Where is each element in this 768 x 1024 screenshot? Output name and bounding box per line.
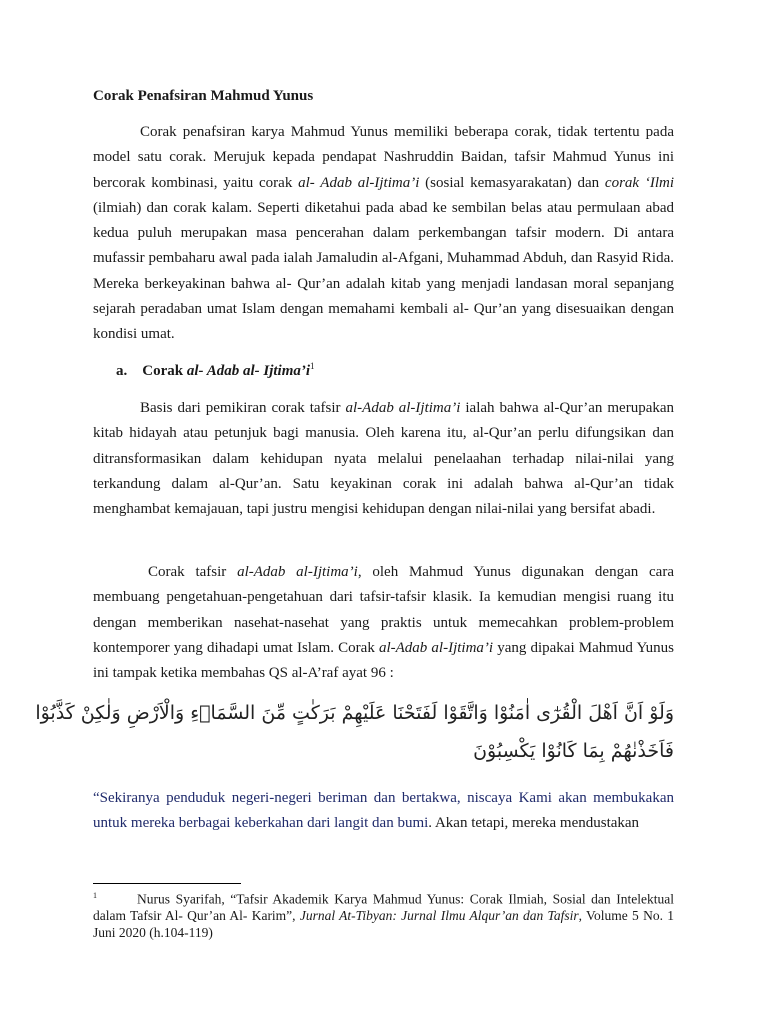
subheading-word: Corak — [142, 363, 184, 379]
paragraph-text: (sosial kemasyarakatan) dan — [419, 174, 605, 191]
italic-term: al-Adab al-Ijtima’i — [345, 400, 461, 416]
subsection-heading — [116, 361, 315, 380]
italic-term: al- Adab al-Ijtima’i — [298, 174, 420, 191]
paragraph-text: Corak penafsiran karya Mahmud Yunus memiliki beberapa corak, tidak tertentu pada model satu corak. Merujuk kepada pendapat Nashruddin Baidan, tafsir Mahmud Yunus ini bercorak kombinasi, yaitu corak — [93, 124, 674, 191]
italic-term: al-Adab al-Ijtima’i — [237, 564, 358, 580]
section-heading: Corak Penafsiran Mahmud Yunus — [93, 88, 314, 104]
subheading-italic: al- Adab al- Ijtima’i — [186, 363, 311, 379]
paragraph-text: (ilmiah) dan corak kalam. Seperti diketahui pada abad ke sembilan belas atau permulaan abad kedua puluh merupakan masa pencerahan dalam perkembangan tafsir modern. Di antara mufassir pembaharu awal pada ialah Jamaludin al-Afgani, Muhammad Abduh, dan Rasyid Rida. Mereka berkeyakinan bahwa al- Qur’an adalah kitab yang menjadi landasan moral sepanjang sejarah peradaban umat Islam dengan memahami kembali al- Qur’an yang disesuaikan dengan kondisi umat. — [93, 199, 674, 343]
footnote-number: 1 — [93, 891, 97, 900]
paragraph-text: Corak tafsir — [148, 564, 238, 580]
translation-quote — [93, 786, 674, 837]
list-marker: a. — [116, 363, 128, 379]
italic-term: corak ‘Ilmi — [604, 174, 675, 191]
footnote — [93, 888, 674, 941]
paragraph-basis — [93, 396, 674, 522]
italic-term: al-Adab al-Ijtima’i — [378, 639, 494, 656]
footnote-journal: Jurnal At-Tibyan: Jurnal Ilmu Alqur’an dan Tafsir — [299, 908, 579, 923]
footnote-text: , Volume 5 No. 1 Juni 2020 (h.104-119) — [93, 908, 674, 940]
footnote-divider — [93, 883, 241, 884]
footnote-reference[interactable]: 1 — [310, 361, 315, 371]
quote-highlight: “Sekiranya penduduk negeri-negeri beriman dan bertakwa, niscaya Kami akan membukakan untuk mereka berbagai keberkahan dari langit dan bumi — [93, 790, 674, 832]
paragraph-text: yang dipakai Mahmud Yunus ini tampak ketika membahas QS al-A’raf ayat 96 : — [93, 639, 674, 682]
paragraph-text: , oleh Mahmud Yunus digunakan dengan cara membuang pengetahuan-pengetahuan dari tafsir-tafsir klasik. Ia kemudian mengisi ruang itu dengan memberikan nasehat-nasehat yang praktis untuk memecahkan problem-problem kontemporer yang dihadapi umat Islam. Corak — [93, 564, 674, 656]
arabic-verse-line-1: وَلَوْ اَنَّ اَهْلَ الْقُرٰٓى اٰمَنُوْا وَاتَّقَوْا لَفَتَحْنَا عَلَيْهِمْ بَرَكٰتٍ مِّنَ السَّمَاۤءِ وَالْاَرْضِ وَلٰكِنْ كَذَّبُوْا — [35, 702, 674, 724]
paragraph-text: ialah bahwa al-Qur’an merupakan kitab hidayah atau petunjuk bagi manusia. Oleh karena itu, al-Qur’an perlu difungsikan dan ditransformasikan dalam kehidupan nyata melalui penelaahan terhadap nilai-nilai yang terkandung dalam al-Qur’an. Satu keyakinan corak ini adalah bahwa al-Qur’an tidak menghambat kemajauan, tapi justru mengisi kehidupan dengan nilai-nilai yang bersifat abadi. — [93, 400, 675, 518]
footnote-text: Nurus Syarifah, “Tafsir Akademik Karya Mahmud Yunus: Corak Ilmiah, Sosial dan Intelektual dalam Tafsir Al- Qur’an Al- Karim”, — [93, 891, 674, 923]
paragraph-text: Basis dari pemikiran corak tafsir — [140, 400, 346, 416]
quote-text: . Akan tetapi, mereka mendustakan — [428, 815, 640, 832]
paragraph-application — [93, 560, 674, 686]
paragraph-intro — [93, 120, 674, 348]
arabic-verse-line-2: فَاَخَذْنٰهُمْ بِمَا كَانُوْا يَكْسِبُوْنَ — [473, 740, 674, 762]
